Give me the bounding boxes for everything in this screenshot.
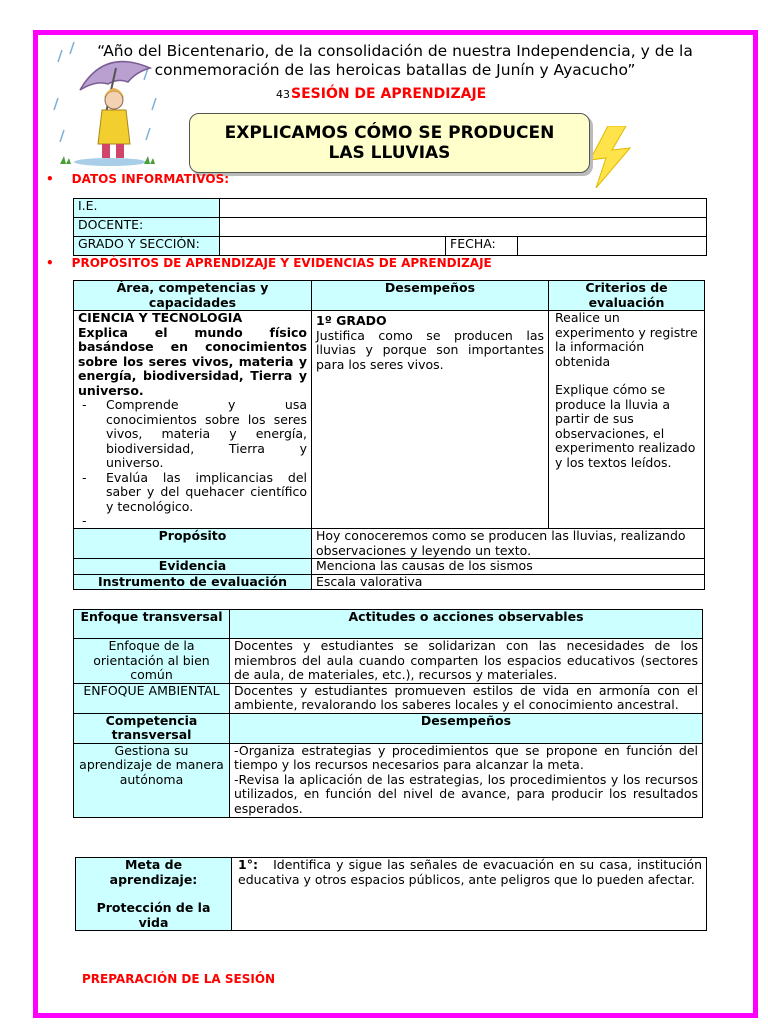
enfoque-ambiental: ENFOQUE AMBIENTAL bbox=[74, 683, 230, 713]
grado-label: GRADO Y SECCIÓN: bbox=[74, 237, 220, 256]
enfoque-bien-comun-text: Docentes y estudiantes se solidarizan con las necesidades de los miembros del aula cuando comparten los espacios educativos (sectores de aula, de materiales, etc.), recursos y materiales. bbox=[230, 639, 703, 684]
meta-table bbox=[75, 857, 707, 931]
evidencia-label: Evidencia bbox=[74, 559, 312, 575]
grado-value bbox=[220, 237, 446, 256]
title-line-2: LAS LLUVIAS bbox=[328, 143, 451, 163]
enfoques-table bbox=[73, 609, 703, 818]
comp-desempeno-1: -Organiza estrategias y procedimientos que se propone en función del tiempo y los recursos necesarios para alcanzar la meta. bbox=[234, 742, 698, 772]
instrumento-value: Escala valorativa bbox=[312, 574, 705, 590]
propositos-heading: • PROPÓSITOS DE APRENDIZAJE Y EVIDENCIAS DE APRENDIZAJE bbox=[46, 256, 492, 270]
instrumento-label: Instrumento de evaluación bbox=[74, 574, 312, 590]
actitudes-col: Actitudes o acciones observables bbox=[230, 610, 703, 639]
title-line-1: EXPLICAMOS CÓMO SE PRODUCEN bbox=[224, 123, 555, 143]
ie-value bbox=[220, 199, 707, 218]
desempeno-cell bbox=[312, 311, 549, 529]
docente-label: DOCENTE: bbox=[74, 218, 220, 237]
enfoque-bien-comun: Enfoque de la orientación al bien común bbox=[74, 639, 230, 684]
enfoque-col: Enfoque transversal bbox=[74, 610, 230, 639]
competencia-desempenos bbox=[230, 743, 703, 817]
desempeno-text: Justifica como se producen las lluvias y porque son importantes para los seres vivos. bbox=[316, 327, 544, 372]
session-number: 43 bbox=[276, 88, 290, 101]
criterios-cell bbox=[549, 311, 705, 529]
meta-text: Identifica y sigue las señales de evacuación en su casa, institución educativa y otros espacios públicos, ante peligros que lo pueden afectar. bbox=[238, 857, 703, 887]
proteccion-label: Protección de la vida bbox=[96, 900, 211, 930]
year-motto: “Año del Bicentenario, de la consolidación de nuestra Independencia, y de la conmemoración de las heroicas batallas de Junín y Ayacucho” bbox=[97, 42, 693, 79]
col-criterios: Criterios de evaluación bbox=[549, 281, 705, 311]
preparacion-heading: PREPARACIÓN DE LA SESIÓN bbox=[82, 972, 276, 986]
lightning-bolt-icon bbox=[586, 126, 634, 188]
datos-heading-text: DATOS INFORMATIVOS: bbox=[71, 172, 230, 186]
area-cell bbox=[74, 311, 312, 529]
fecha-label: FECHA: bbox=[446, 237, 518, 256]
session-heading bbox=[276, 86, 486, 102]
propositos-table bbox=[73, 280, 705, 590]
grado-text: 1º GRADO bbox=[316, 313, 387, 328]
proposito-value: Hoy conoceremos como se producen las lluvias, realizando observaciones y leyendo un texto. bbox=[312, 529, 705, 559]
comp-desempeno-2: -Revisa la aplicación de las estrategias, los procedimientos y los recursos utilizados, en función del nivel de avance, para producir los resultados esperados. bbox=[234, 771, 698, 816]
col-desempenos: Desempeños bbox=[312, 281, 549, 311]
proposito-label: Propósito bbox=[74, 529, 312, 559]
datos-table bbox=[73, 198, 707, 256]
propositos-heading-text: PROPÓSITOS DE APRENDIZAJE Y EVIDENCIAS DE APRENDIZAJE bbox=[71, 256, 492, 270]
competencia-label: Gestiona su aprendizaje de manera autónoma bbox=[74, 743, 230, 817]
capacidad-3 bbox=[106, 514, 307, 528]
datos-heading: • DATOS INFORMATIVOS: bbox=[46, 172, 230, 186]
competencia: Explica el mundo físico basándose en conocimientos sobre los seres vivos, materia y energía, biodiversidad, Tierra y universo. bbox=[78, 324, 307, 398]
col-area: Área, competencias y capacidades bbox=[74, 281, 312, 311]
fecha-value bbox=[518, 237, 707, 256]
meta-label-cell bbox=[76, 858, 232, 931]
ie-label: I.E. bbox=[74, 199, 220, 218]
evidencia-value: Menciona las causas de los sismos bbox=[312, 559, 705, 575]
meta-label: Meta de aprendizaje: bbox=[109, 857, 198, 887]
docente-value bbox=[220, 218, 707, 237]
session-title bbox=[189, 113, 590, 173]
area-title: CIENCIA Y TECNOLOGIA bbox=[78, 310, 243, 325]
criterio-2: Explique cómo se produce la lluvia a partir de sus observaciones, el experimento realizado y los textos leídos. bbox=[555, 382, 696, 470]
capacidad-1: - Comprende y usa conocimientos sobre los seres vivos, materia y energía, biodiversidad, Tierra y universo. bbox=[106, 398, 307, 471]
meta-text-cell bbox=[232, 858, 707, 931]
comp-desempenos-col: Desempeños bbox=[230, 713, 703, 743]
capacidad-2: - Evalúa las implicancias del saber y del quehacer científico y tecnológico. bbox=[106, 471, 307, 515]
competencia-col: Competencia transversal bbox=[74, 713, 230, 743]
enfoque-ambiental-text: Docentes y estudiantes promueven estilos de vida en armonía con el ambiente, revalorando los saberes locales y el conocimiento ancestral. bbox=[230, 683, 703, 713]
criterio-1: Realice un experimento y registre la información obtenida bbox=[555, 310, 698, 369]
session-label: SESIÓN DE APRENDIZAJE bbox=[291, 86, 487, 102]
meta-grade: 1°: bbox=[238, 857, 258, 872]
